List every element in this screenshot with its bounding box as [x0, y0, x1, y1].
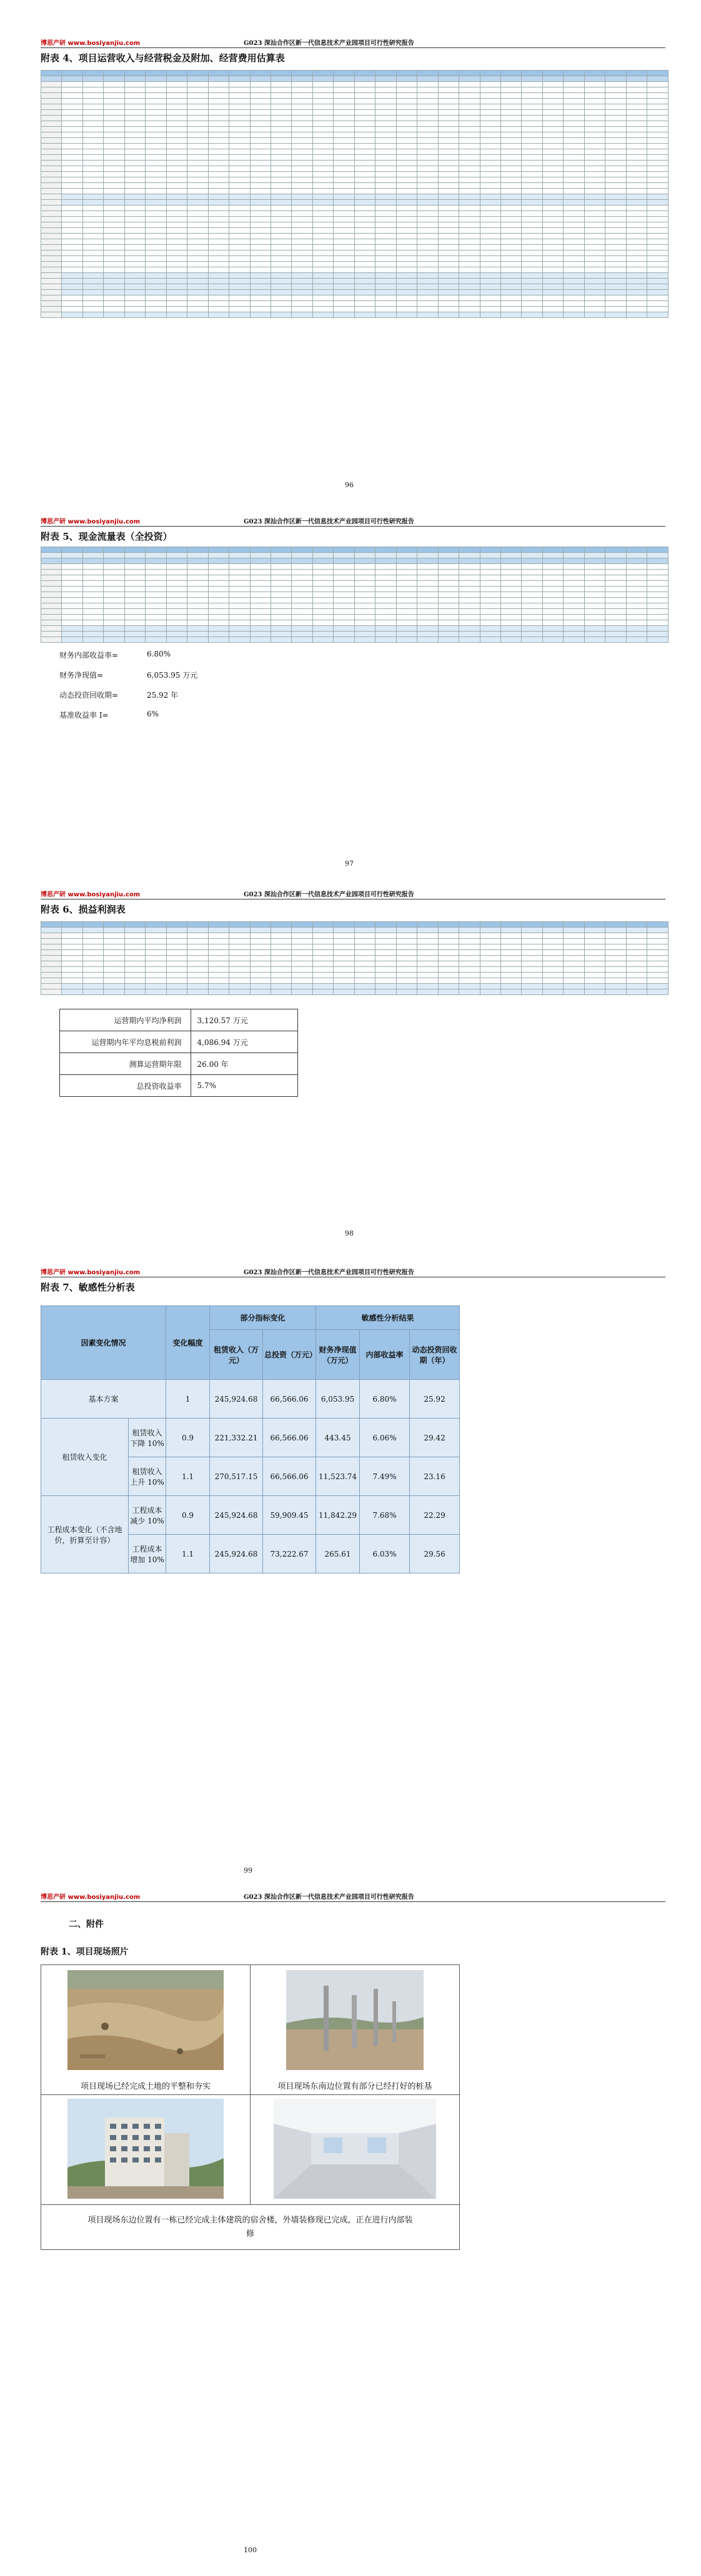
brand-logo-text[interactable]: 博思产研 www.bosiyanjiu.com [41, 1894, 141, 1901]
dormitory-photo [67, 2099, 224, 2199]
page-header [41, 39, 665, 48]
photo-caption: 项目现场东边位置有一栋已经完成主体建筑的宿舍楼，外墙装修现已完成，正在进行内部装修 [41, 2205, 460, 2250]
photo-caption: 项目现场已经完成土地的平整和夯实 [80, 2082, 211, 2091]
table-row: 工程成本变化（不含地价，折算至计容） 工程成本减少 10% 0.9 245,924.68 59,909.45 11,842.29 7.68% 22.29 [41, 1496, 460, 1535]
table-row: 工程成本增加 10% 1.1 245,924.68 73,222.67 265.61 6.03% 29.56 [41, 1535, 460, 1573]
metric-base-rate: 基准收益率 I= 6% [59, 710, 159, 720]
section-title: 附表 4、项目运营收入与经营税金及附加、经营费用估算表 [41, 52, 285, 64]
section-title: 附表 5、现金流量表（全投资） [41, 531, 172, 542]
financial-metrics [59, 650, 197, 730]
section-title: 附表 6、损益利润表 [41, 904, 126, 915]
brand-logo-text[interactable]: 博思产研 www.bosiyanjiu.com [41, 40, 141, 47]
page-number: 96 [345, 481, 354, 489]
brand-logo-text[interactable]: 博思产研 www.bosiyanjiu.com [41, 891, 141, 898]
page-header [41, 1893, 665, 1902]
page-96 [0, 0, 701, 518]
page-number: 97 [345, 859, 354, 868]
photo-caption: 项目现场东南边位置有部分已经打好的桩基 [277, 2082, 432, 2091]
revenue-tax-table [41, 70, 669, 318]
table-row: 租赁收入变化 租赁收入下降 10% 0.9 221,332.21 66,566.06 443.45 6.06% 29.42 [41, 1419, 460, 1457]
interior-photo [274, 2099, 436, 2199]
part-title: 二、附件 [69, 1920, 104, 1930]
brand-logo-text[interactable]: 博思产研 www.bosiyanjiu.com [41, 518, 141, 525]
table-row: 租赁收入上升 10% 1.1 270,517.15 66,566.06 11,523.74 7.49% 23.16 [41, 1457, 460, 1496]
sensitivity-table: 因素变化情况 变化幅度 部分指标变化 敏感性分析结果 租赁收入（万元） 总投资（万元） 财务净现值（万元） 内部收益率 动态投资回收期（年） 基本方案 1 245,924.68 66,566.06 6,053.95 6.80% 25.92 租赁收入变化 租赁收入下降 10% 0.9 221,332.21 66,566.06 443.45 6.06% 29.42 租赁收入上升 10% 1.1 270,517.15 66,566.06 11,523.74 7.49% 23.16 工程成本变化（不含地价，折算至计容） 工程成本减少 10% 0.9 245,924.68 59,909.45 11,842.29 7.68% 22.29 工程成本增加 10% 1.1 245,924.68 73,222.67 265.61 6.03% 29.56 [41, 1305, 460, 1573]
page-header [41, 517, 665, 527]
section-title: 附表 1、项目现场照片 [41, 1947, 129, 1957]
brand-logo-text[interactable]: 博思产研 www.bosiyanjiu.com [41, 1269, 141, 1276]
piles-photo [286, 1970, 424, 2070]
page-number: 98 [345, 1229, 354, 1237]
metric-payback: 动态投资回收期= 25.92 年 [59, 691, 179, 700]
profit-summary-box: 运营期内平均净利润 3,120.57 万元 运营期内年平均息税前利润 4,086.94 万元 测算运营期年限 26.00 年 总投资收益率 5.7% [59, 1009, 298, 1097]
metric-irr: 财务内部收益率= 6.80% [59, 650, 171, 660]
report-title: G023 深汕合作区新一代信息技术产业园项目可行性研究报告 [244, 1269, 414, 1276]
report-title: G023 深汕合作区新一代信息技术产业园项目可行性研究报告 [244, 518, 414, 525]
report-title: G023 深汕合作区新一代信息技术产业园项目可行性研究报告 [244, 40, 414, 47]
page-header [41, 1268, 665, 1277]
report-title: G023 深汕合作区新一代信息技术产业园项目可行性研究报告 [244, 891, 414, 898]
leveled-land-photo [67, 1970, 224, 2070]
page-number: 100 [244, 2546, 257, 2554]
report-title: G023 深汕合作区新一代信息技术产业园项目可行性研究报告 [244, 1894, 414, 1901]
page-number: 99 [244, 1866, 252, 1875]
section-title: 附表 7、敏感性分析表 [41, 1282, 135, 1293]
table-row: 基本方案 1 245,924.68 66,566.06 6,053.95 6.80% 25.92 [41, 1380, 460, 1419]
metric-npv: 财务净现值= 6,053.95 万元 [59, 671, 198, 680]
site-photos-table [41, 1964, 460, 2250]
cash-flow-table [41, 547, 669, 643]
profit-loss-table [41, 921, 669, 995]
page-header [41, 890, 665, 899]
